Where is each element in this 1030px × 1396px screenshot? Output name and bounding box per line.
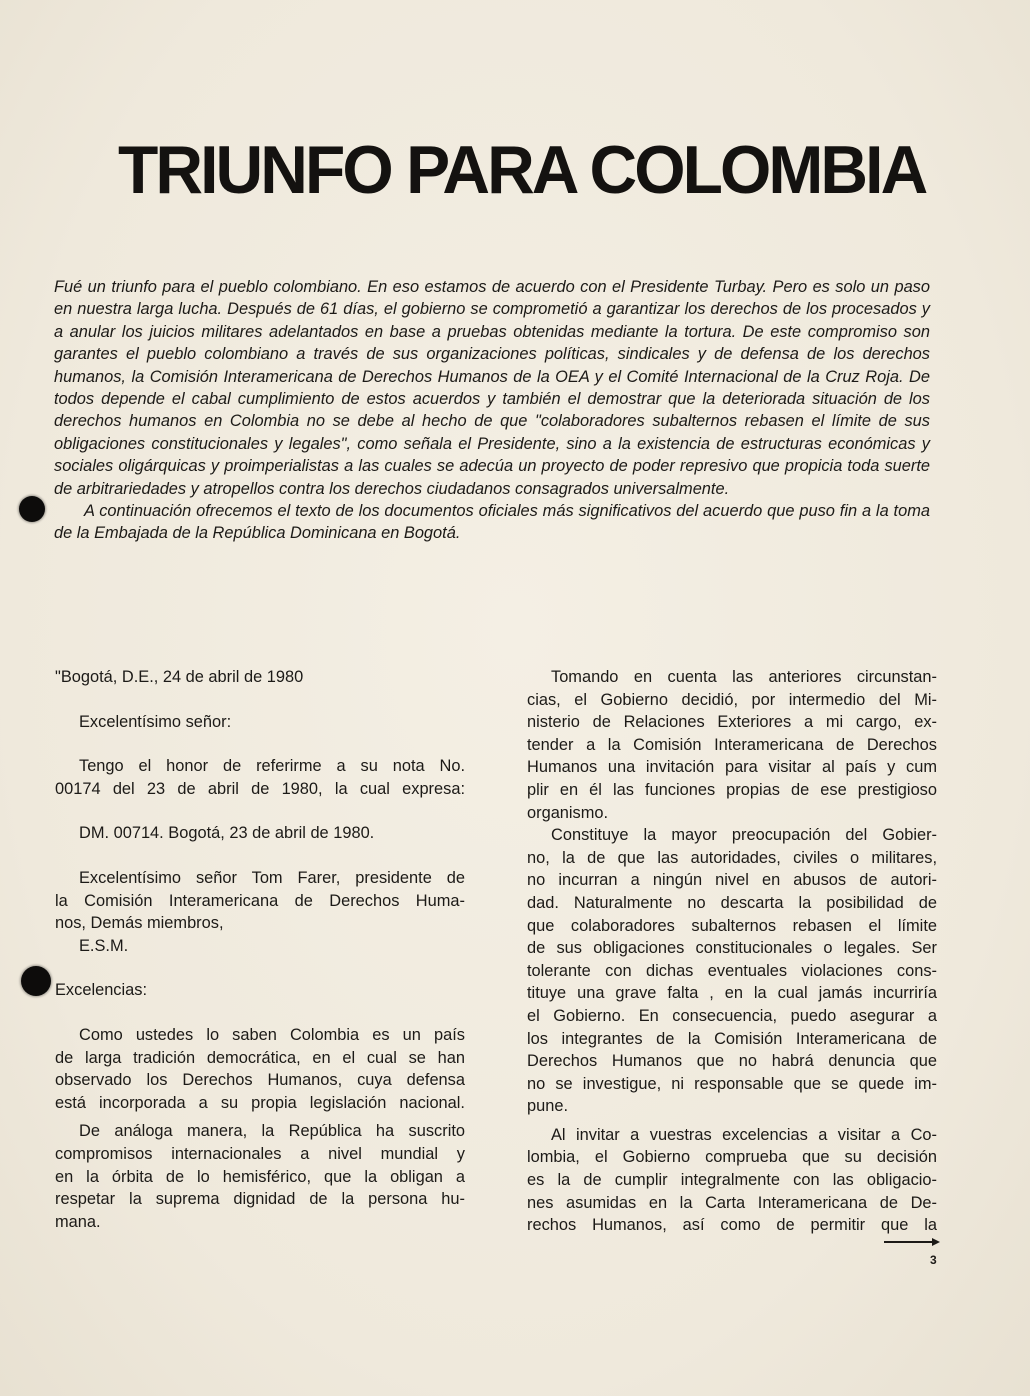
text-line: no, la de que las autoridades, civiles o militares, xyxy=(527,848,937,867)
text-line: De análoga manera, la República ha suscrito xyxy=(79,1122,465,1141)
text-line: plir en él las funciones propias de ese prestigioso xyxy=(527,780,937,799)
text-line: no se investigue, ni responsable que se quede im- xyxy=(527,1074,937,1093)
binder-hole xyxy=(21,966,51,996)
text-line: cias, el Gobierno decidió, por intermedio del Mi- xyxy=(527,690,937,709)
binder-hole xyxy=(19,496,45,522)
text-line: en la órbita de lo hemisférico, que la obligan a xyxy=(55,1167,465,1186)
text-line: compromisos internacionales a nivel mundial y xyxy=(55,1144,465,1163)
page-number: 3 xyxy=(930,1253,937,1267)
text-line: Constituye la mayor preocupación del Gobier- xyxy=(551,826,937,845)
text-line: dad. Naturalmente no descarta la posibilidad de xyxy=(527,893,937,912)
text-line: es la de cumplir integralmente con las obligacio- xyxy=(527,1171,937,1190)
text-line: Excelentísimo señor Tom Farer, presidente de xyxy=(79,868,465,887)
text-line: E.S.M. xyxy=(79,936,129,955)
text-line: Derechos Humanos que no habrá denuncia que xyxy=(527,1052,937,1071)
left-column xyxy=(55,666,465,1233)
text-line: Humanos una invitación para visitar al país y cum xyxy=(527,758,937,777)
text-line: tolerante con dichas eventuales violaciones cons- xyxy=(527,961,937,980)
text-line: lombia, el Gobierno comprueba que su decisión xyxy=(527,1148,937,1167)
text-line: Como ustedes lo saben Colombia es un país xyxy=(79,1025,465,1044)
intro-block xyxy=(54,276,930,545)
text-line: la Comisión Interamericana de Derechos Huma- xyxy=(55,891,465,910)
text-line: respetar la suprema dignidad de la persona hu- xyxy=(55,1190,465,1209)
text-line: nisterio de Relaciones Exteriores a mi cargo, ex- xyxy=(527,713,937,732)
text-line: observado los Derechos Humanos, cuya defensa xyxy=(55,1071,465,1090)
letter-salutation: Excelentísimo señor: xyxy=(79,712,232,731)
intro-paragraph: Fué un triunfo para el pueblo colombiano. En eso estamos de acuerdo con el Presidente Turbay. Pero es solo un paso en nuestra larga lucha. Después de 61 días, el gobierno se comprometió a garantizar los derechos de los procesados y a anular los juicios militares adelantados en base a pruebas obtenidas mediante la tortura. De este compromiso son garantes el pueblo colombiano a través de sus organizaciones políticas, sindicales y de defensa de los derechos humanos, la Comisión Interamericana de Derechos Humanos de la OEA y el Comité Internacional de la Cruz Roja. De todos depende el cabal cumplimiento de estos acuerdos y también el demostrar que la deteriorada situación de los derechos humanos en Colombia no se debe al hecho de que "colaboradores subalternos rebasen el límite de sus obligaciones constitucionales y legales", como señala el Presidente, sino a la existencia de estructuras económicas y sociales oligárquicas y proimperialistas a las cuales se adecúa un proyecto de poder represivo que propicia toda suerte de arbitrariedades y atropellos contra los derechos ciudadanos consagrados universalmente. xyxy=(54,278,930,498)
text-line: de sus obligaciones constitucionales o legales. Ser xyxy=(527,939,937,958)
text-line: mana. xyxy=(55,1212,101,1231)
page-title: TRIUNFO PARA COLOMBIA xyxy=(118,132,926,208)
intro-paragraph: A continuación ofrecemos el texto de los documentos oficiales más significativos del acuerdo que puso fin a la toma de la Embajada de la República Dominicana en Bogotá. xyxy=(54,502,930,543)
text-line: Tengo el honor de referirme a su nota No. xyxy=(79,757,465,776)
text-line: nos, Demás miembros, xyxy=(55,914,224,933)
text-line: los integrantes de la Comisión Interamericana de xyxy=(527,1029,937,1048)
text-line: organismo. xyxy=(527,803,609,822)
continuation-arrow-icon xyxy=(884,1237,940,1247)
text-line: el Gobierno. En consecuencia, puedo asegurar a xyxy=(527,1006,937,1025)
right-column xyxy=(527,666,937,1237)
text-line: tender a la Comisión Interamericana de Derechos xyxy=(527,735,937,754)
text-line: que colaboradores subalternos rebasen el límite xyxy=(527,916,937,935)
text-line: 00174 del 23 de abril de 1980, la cual expresa: xyxy=(55,779,465,798)
text-line: nes asumidas en la Carta Interamericana de De- xyxy=(527,1193,937,1212)
text-line: Excelencias: xyxy=(55,981,148,1000)
text-line: rechos Humanos, así como de permitir que la xyxy=(527,1216,937,1235)
text-line: Al invitar a vuestras excelencias a visitar a Co- xyxy=(551,1125,937,1144)
text-line: DM. 00714. Bogotá, 23 de abril de 1980. xyxy=(79,824,375,843)
text-line: no incurran a ningún nivel en abusos de autori- xyxy=(527,871,937,890)
text-line: Tomando en cuenta las anteriores circunstan- xyxy=(551,668,937,686)
text-line: tituye una grave falta , en la cual jamás incurriría xyxy=(527,984,937,1003)
text-line: está incorporada a su propia legislación nacional. xyxy=(55,1093,465,1112)
text-line: de larga tradición democrática, en el cual se han xyxy=(55,1048,465,1067)
letter-dateline: "Bogotá, D.E., 24 de abril de 1980 xyxy=(55,668,304,686)
text-line: pune. xyxy=(527,1097,569,1116)
